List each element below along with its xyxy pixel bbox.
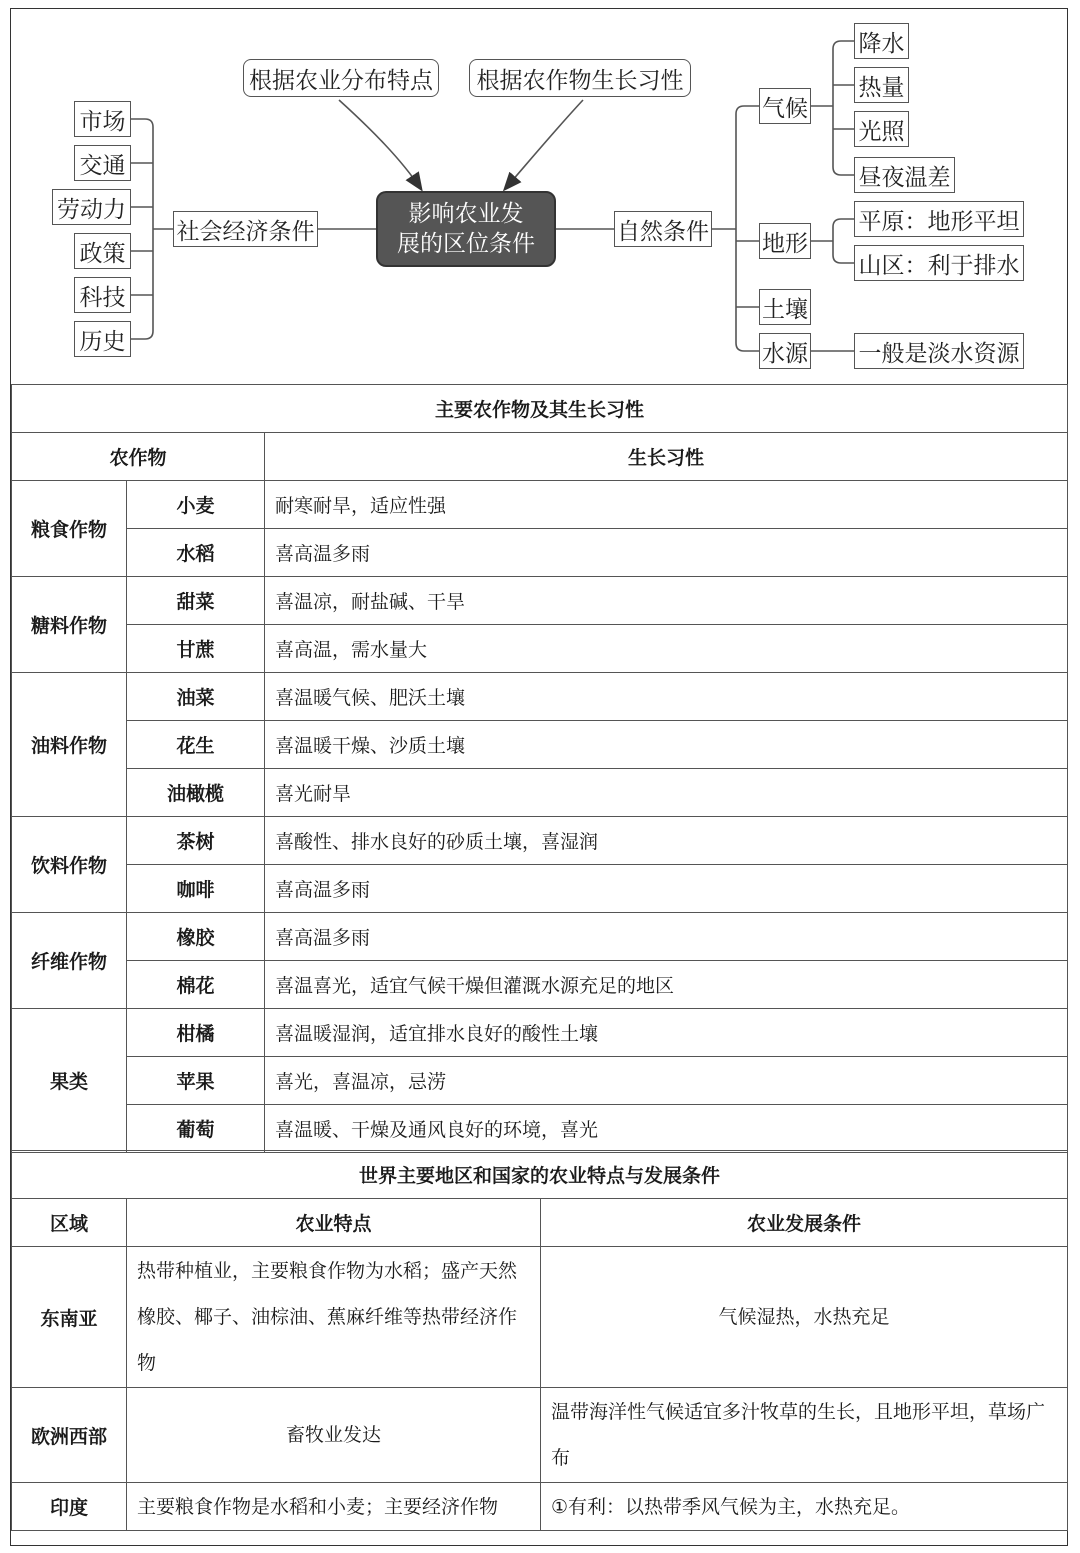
region-name: 东南亚 [12, 1247, 127, 1388]
crop-habit: 喜光耐旱 [265, 769, 1068, 817]
region-feature: 热带种植业，主要粮食作物为水稻；盛产天然橡胶、椰子、油棕油、蕉麻纤维等热带经济作物 [127, 1247, 541, 1388]
terrain-mountain: 山区：利于排水 [854, 245, 1024, 281]
crop-name: 茶树 [127, 817, 265, 865]
natural-conditions: 自然条件 [614, 211, 712, 247]
crop-habit: 喜光，喜温凉，忌涝 [265, 1057, 1068, 1105]
crop-name: 甘蔗 [127, 625, 265, 673]
terrain-plain: 平原：地形平坦 [854, 201, 1024, 237]
crops-header-habit: 生长习性 [265, 433, 1068, 481]
crops-table-title: 主要农作物及其生长习性 [12, 385, 1068, 433]
document-frame [10, 8, 1068, 1546]
crop-habit: 喜高温多雨 [265, 529, 1068, 577]
natural-water: 水源 [759, 333, 811, 369]
social-item-market: 市场 [74, 101, 131, 137]
social-item-labor: 劳动力 [52, 189, 131, 225]
crop-habit: 喜温暖湿润，适宜排水良好的酸性土壤 [265, 1009, 1068, 1057]
crop-name: 柑橘 [127, 1009, 265, 1057]
center-node [376, 191, 556, 267]
crop-habit: 喜高温，需水量大 [265, 625, 1068, 673]
region-feature: 主要粮食作物是水稻和小麦；主要经济作物 [127, 1483, 541, 1531]
crop-category: 油料作物 [12, 673, 127, 817]
regions-table [11, 1150, 1068, 1531]
crop-category: 饮料作物 [12, 817, 127, 913]
region-condition: 温带海洋性气候适宜多汁牧草的生长，且地形平坦，草场广布 [541, 1388, 1068, 1483]
climate-heat: 热量 [854, 67, 909, 103]
crop-habit: 喜高温多雨 [265, 913, 1068, 961]
center-line-1: 影响农业发 [408, 201, 524, 227]
natural-terrain: 地形 [759, 223, 811, 259]
crop-name: 棉花 [127, 961, 265, 1009]
region-feature: 畜牧业发达 [127, 1388, 541, 1483]
regions-header-condition: 农业发展条件 [541, 1199, 1068, 1247]
crop-name: 葡萄 [127, 1105, 265, 1153]
crop-name: 小麦 [127, 481, 265, 529]
crop-category: 糖料作物 [12, 577, 127, 673]
climate-temp-range: 昼夜温差 [854, 157, 955, 193]
crop-habit: 喜温暖气候、肥沃土壤 [265, 673, 1068, 721]
social-item-history: 历史 [74, 321, 131, 357]
crop-name: 油菜 [127, 673, 265, 721]
water-detail: 一般是淡水资源 [854, 333, 1024, 369]
top-left-label: 根据农业分布特点 [243, 59, 439, 97]
natural-soil: 土壤 [759, 289, 811, 325]
region-name: 欧洲西部 [12, 1388, 127, 1483]
crop-name: 花生 [127, 721, 265, 769]
social-item-technology: 科技 [74, 277, 131, 313]
crop-name: 甜菜 [127, 577, 265, 625]
crop-habit: 喜温暖、干燥及通风良好的环境，喜光 [265, 1105, 1068, 1153]
regions-header-region: 区域 [12, 1199, 127, 1247]
top-right-label: 根据农作物生长习性 [469, 59, 691, 97]
crop-category: 纤维作物 [12, 913, 127, 1009]
crop-habit: 喜酸性、排水良好的砂质土壤，喜湿润 [265, 817, 1068, 865]
climate-sunlight: 光照 [854, 111, 909, 147]
center-line-2: 展的区位条件 [397, 231, 535, 257]
climate-precipitation: 降水 [854, 23, 909, 59]
crop-habit: 喜温喜光，适宜气候干燥但灌溉水源充足的地区 [265, 961, 1068, 1009]
crops-table [11, 384, 1068, 1153]
crop-name: 橡胶 [127, 913, 265, 961]
crop-name: 咖啡 [127, 865, 265, 913]
crop-habit: 喜温暖干燥、沙质土壤 [265, 721, 1068, 769]
region-condition: ①有利：以热带季风气候为主，水热充足。 [541, 1483, 1068, 1531]
crop-category: 粮食作物 [12, 481, 127, 577]
crop-name: 水稻 [127, 529, 265, 577]
crop-habit: 喜高温多雨 [265, 865, 1068, 913]
mind-map [11, 9, 1069, 385]
social-item-policy: 政策 [74, 233, 131, 269]
natural-climate: 气候 [759, 88, 811, 124]
region-condition: 气候湿热，水热充足 [541, 1247, 1068, 1388]
social-item-transport: 交通 [74, 145, 131, 181]
social-conditions: 社会经济条件 [173, 211, 318, 247]
crop-category: 果类 [12, 1009, 127, 1153]
crop-habit: 耐寒耐旱，适应性强 [265, 481, 1068, 529]
crops-header-crop: 农作物 [12, 433, 265, 481]
crop-name: 油橄榄 [127, 769, 265, 817]
crop-habit: 喜温凉，耐盐碱、干旱 [265, 577, 1068, 625]
regions-table-title: 世界主要地区和国家的农业特点与发展条件 [12, 1151, 1068, 1199]
crop-name: 苹果 [127, 1057, 265, 1105]
region-name: 印度 [12, 1483, 127, 1531]
regions-header-feature: 农业特点 [127, 1199, 541, 1247]
